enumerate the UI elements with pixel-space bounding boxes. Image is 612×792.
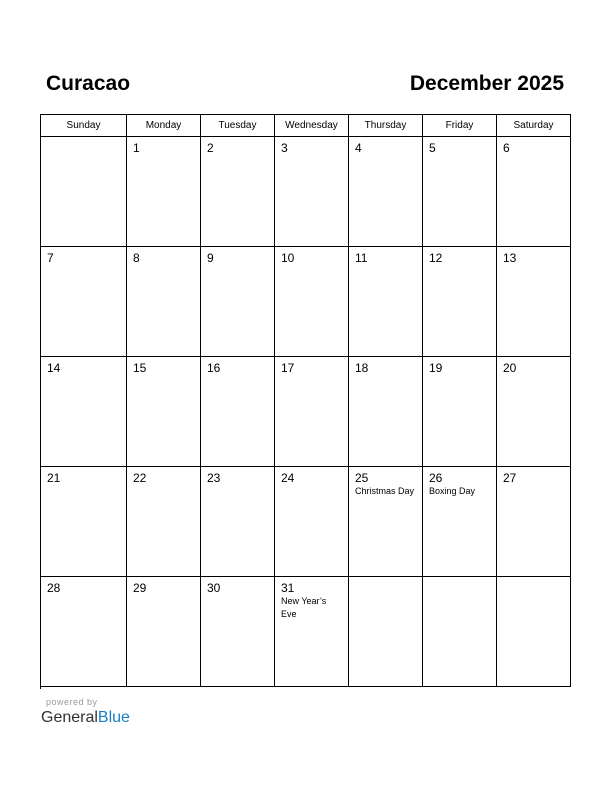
day-number: 7 <box>47 251 54 265</box>
day-number: 6 <box>503 141 510 155</box>
day-cell <box>275 467 349 577</box>
day-number: 15 <box>133 361 147 375</box>
day-number: 17 <box>281 361 295 375</box>
day-cell <box>497 577 571 687</box>
day-number: 18 <box>355 361 369 375</box>
weekday-header-sunday: Sunday <box>41 115 127 137</box>
day-cell <box>127 357 201 467</box>
day-number: 4 <box>355 141 362 155</box>
day-number: 14 <box>47 361 61 375</box>
day-cell <box>275 357 349 467</box>
day-number: 11 <box>355 251 368 265</box>
logo-blue-text: Blue <box>97 709 130 726</box>
day-number: 13 <box>503 251 517 265</box>
day-cell <box>349 467 423 577</box>
calendar-grid <box>40 114 571 689</box>
weekday-header-tuesday: Tuesday <box>201 115 275 137</box>
weekday-header-friday: Friday <box>423 115 497 137</box>
day-number: 24 <box>281 471 295 485</box>
month-year-title: December 2025 <box>409 72 564 95</box>
day-cell <box>127 467 201 577</box>
weekday-header-saturday: Saturday <box>497 115 571 137</box>
day-cell <box>497 357 571 467</box>
day-cell <box>41 137 127 247</box>
holiday-label: Christmas Day <box>355 486 415 496</box>
day-cell <box>423 467 497 577</box>
day-cell <box>497 467 571 577</box>
day-cell <box>201 137 275 247</box>
day-number: 29 <box>133 581 147 595</box>
day-cell <box>349 577 423 687</box>
day-number: 16 <box>207 361 221 375</box>
day-cell <box>423 247 497 357</box>
day-number: 28 <box>47 581 61 595</box>
day-number: 23 <box>207 471 221 485</box>
day-cell <box>201 467 275 577</box>
day-cell <box>423 577 497 687</box>
day-cell <box>41 577 127 687</box>
logo-general-text: General <box>41 709 98 726</box>
generalblue-logo <box>41 708 130 728</box>
day-cell <box>497 137 571 247</box>
day-number: 26 <box>429 471 443 485</box>
day-number: 9 <box>207 251 214 265</box>
day-number: 27 <box>503 471 517 485</box>
day-number: 31 <box>281 581 295 595</box>
day-cell <box>201 247 275 357</box>
day-number: 21 <box>47 471 61 485</box>
day-cell <box>423 137 497 247</box>
day-number: 3 <box>281 141 288 155</box>
day-cell <box>349 247 423 357</box>
day-cell <box>423 357 497 467</box>
day-number: 25 <box>355 471 369 485</box>
holiday-label: New Year’s Eve <box>281 596 327 619</box>
day-cell <box>201 357 275 467</box>
holiday-label: Boxing Day <box>429 486 476 496</box>
day-cell <box>201 577 275 687</box>
day-number: 8 <box>133 251 140 265</box>
country-title: Curacao <box>46 72 131 95</box>
day-cell <box>275 137 349 247</box>
day-cell <box>127 577 201 687</box>
day-cell <box>41 467 127 577</box>
weekday-header-wednesday: Wednesday <box>275 115 349 137</box>
day-cell <box>41 247 127 357</box>
day-cell <box>275 247 349 357</box>
day-cell <box>349 357 423 467</box>
day-number: 20 <box>503 361 517 375</box>
day-number: 5 <box>429 141 436 155</box>
day-number: 19 <box>429 361 443 375</box>
day-number: 1 <box>133 141 140 155</box>
day-number: 22 <box>133 471 147 485</box>
day-cell <box>497 247 571 357</box>
day-number: 12 <box>429 251 443 265</box>
day-cell <box>41 357 127 467</box>
day-cell <box>349 137 423 247</box>
day-number: 10 <box>281 251 295 265</box>
weekday-header-monday: Monday <box>127 115 201 137</box>
day-number: 30 <box>207 581 221 595</box>
powered-by-label: powered by <box>46 697 98 707</box>
day-number: 2 <box>207 141 214 155</box>
day-cell <box>275 577 349 687</box>
day-cell <box>127 247 201 357</box>
day-cell <box>127 137 201 247</box>
weekday-header-thursday: Thursday <box>349 115 423 137</box>
